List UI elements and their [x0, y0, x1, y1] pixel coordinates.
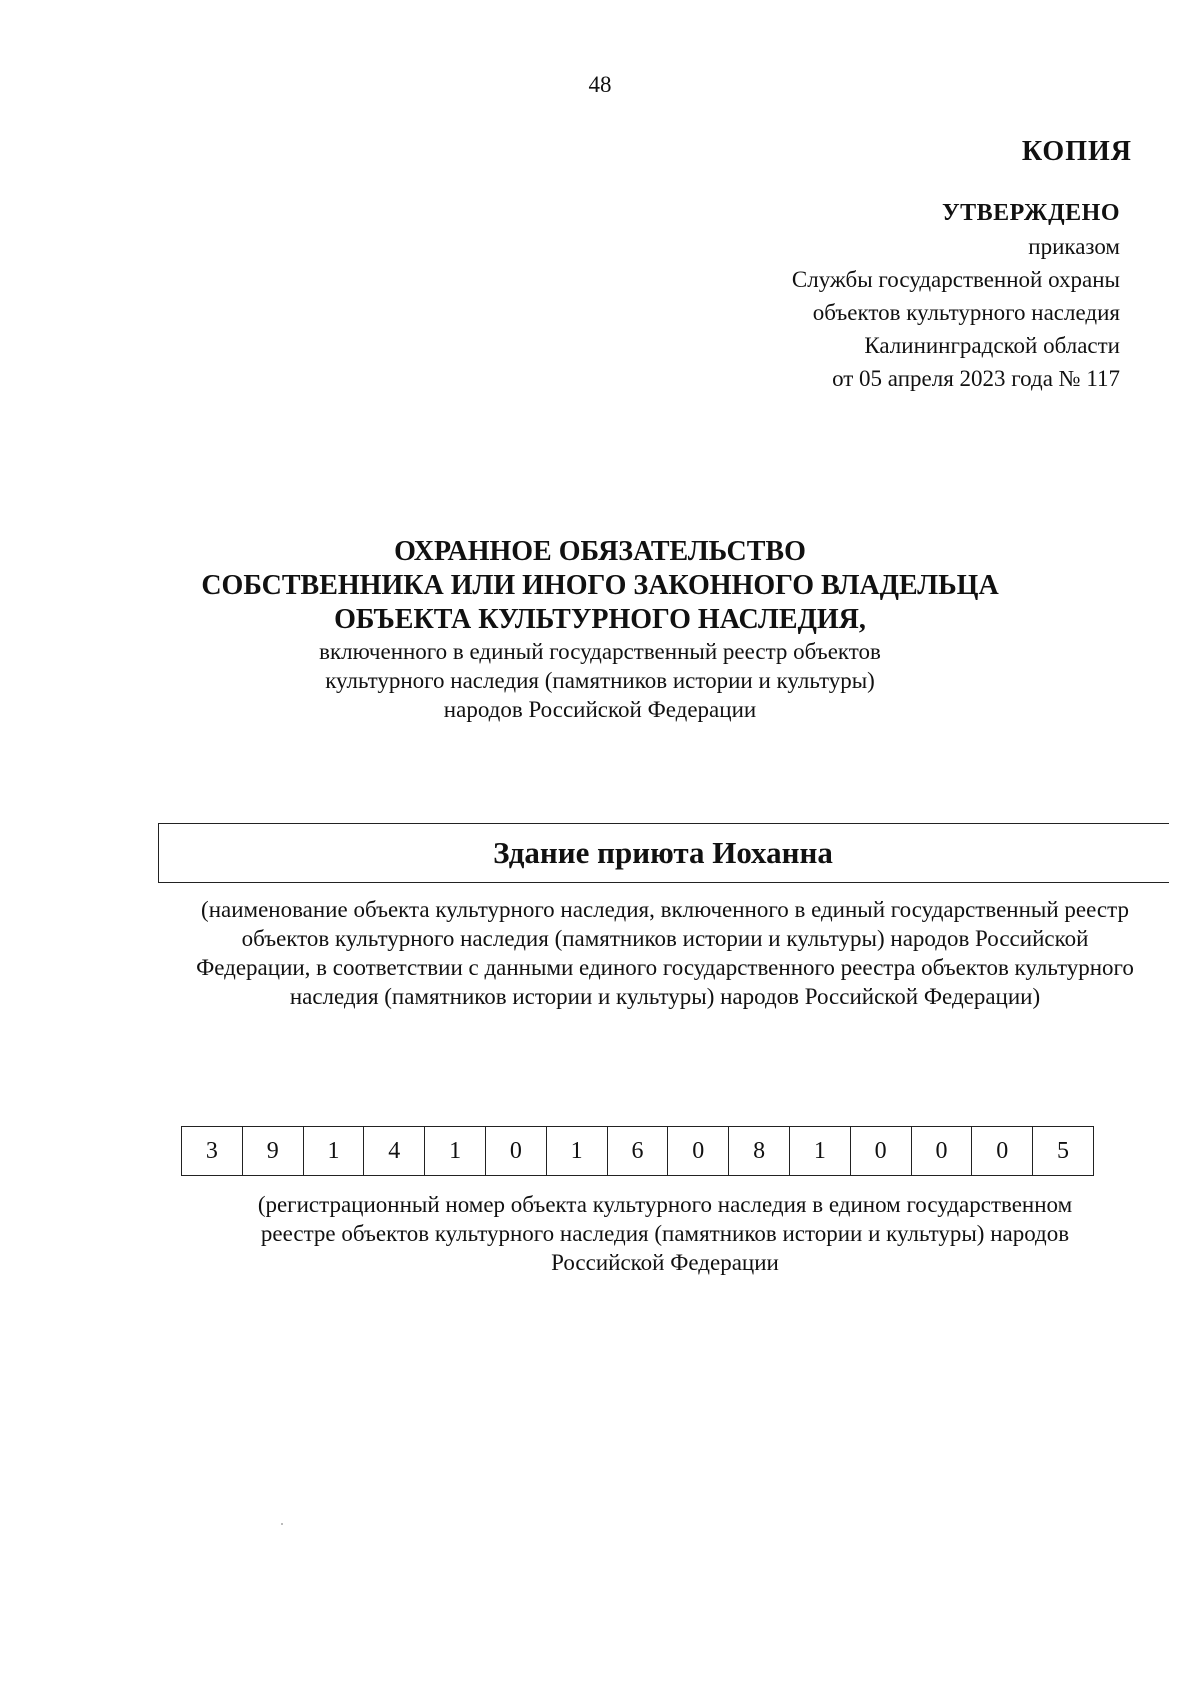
registration-number-row: [182, 1127, 1094, 1176]
title-line: ОБЪЕКТА КУЛЬТУРНОГО НАСЛЕДИЯ,: [334, 604, 866, 635]
caption-line: Федерации, в соответствии с данными единого государственного реестра объектов культурного: [196, 955, 1134, 980]
caption-line: (наименование объекта культурного наследия, включенного в единый государственный реестр: [201, 897, 1129, 922]
title-line: ОХРАННОЕ ОБЯЗАТЕЛЬСТВО: [394, 536, 806, 567]
registration-digit: 0: [911, 1127, 972, 1176]
registration-digit: 0: [668, 1127, 729, 1176]
registration-digit: 0: [972, 1127, 1033, 1176]
registration-digit: 1: [789, 1127, 850, 1176]
caption-line: (регистрационный номер объекта культурного наследия в едином государственном: [257, 1192, 1073, 1217]
scan-speck: [281, 1523, 283, 1525]
registration-digit: 5: [1033, 1127, 1094, 1176]
copy-mark: КОПИЯ: [1021, 136, 1132, 167]
object-name: Здание приюта Иоханна: [493, 835, 833, 870]
caption-line: Российской Федерации: [551, 1250, 779, 1275]
registration-number-caption: [160, 1190, 1170, 1277]
registration-digit: 9: [242, 1127, 303, 1176]
approval-heading: УТВЕРЖДЕНО: [941, 200, 1120, 226]
registration-digit: 4: [364, 1127, 425, 1176]
registration-digit: 6: [607, 1127, 668, 1176]
approval-stamp: [792, 197, 1120, 395]
registration-digit: 0: [850, 1127, 911, 1176]
document-title: [0, 535, 1200, 724]
approval-line: Калининградской области: [864, 333, 1120, 358]
approval-order-date: от 05 апреля 2023 года № 117: [832, 366, 1120, 391]
subtitle-line: народов Российской Федерации: [443, 697, 757, 722]
registration-digit: 3: [182, 1127, 243, 1176]
subtitle-line: включенного в единый государственный реестр объектов: [319, 639, 881, 664]
caption-line: наследия (памятников истории и культуры) народов Российской Федерации): [289, 984, 1041, 1009]
registration-digit: 1: [303, 1127, 364, 1176]
subtitle-line: культурного наследия (памятников истории и культуры): [325, 668, 875, 693]
registration-digit: 0: [485, 1127, 546, 1176]
registration-number-grid: [181, 1126, 1094, 1176]
approval-line: объектов культурного наследия: [812, 300, 1120, 325]
page-number: 48: [588, 72, 612, 97]
registration-digit: 8: [729, 1127, 790, 1176]
approval-line: приказом: [1028, 234, 1120, 259]
registration-digit: 1: [425, 1127, 486, 1176]
title-line: СОБСТВЕННИКА ИЛИ ИНОГО ЗАКОННОГО ВЛАДЕЛЬЦА: [201, 570, 999, 601]
registration-digit: 1: [546, 1127, 607, 1176]
object-name-caption: [160, 895, 1170, 1011]
approval-line: Службы государственной охраны: [791, 267, 1120, 292]
caption-line: реестре объектов культурного наследия (памятников истории и культуры) народов: [260, 1221, 1070, 1246]
caption-line: объектов культурного наследия (памятников истории и культуры) народов Российской: [241, 926, 1089, 951]
